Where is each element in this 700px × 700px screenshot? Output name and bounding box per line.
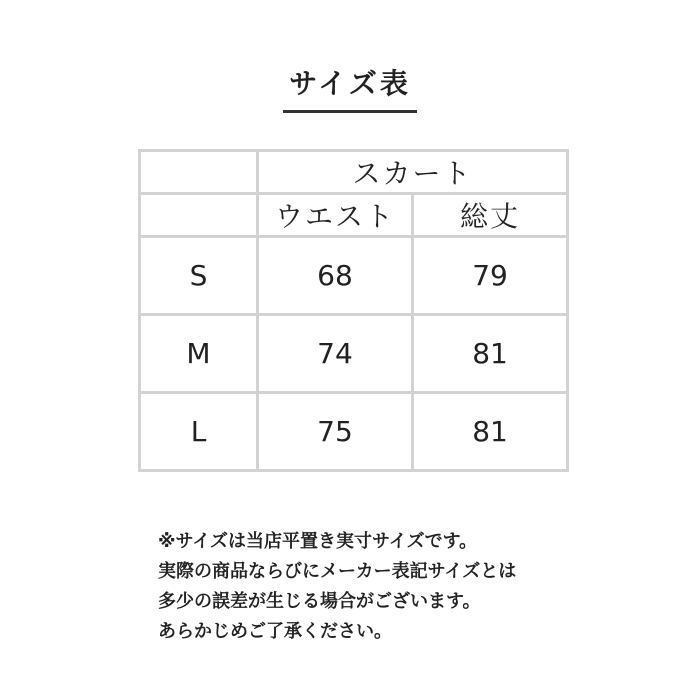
column-header-length: 総丈 [413,194,568,237]
table-corner-cell-top [140,151,258,194]
page-title-wrap [0,62,700,113]
table-row [140,237,568,315]
column-header-waist: ウエスト [258,194,413,237]
table-header-row-group [140,151,568,194]
note-line: あらかじめご了承ください。 [158,621,392,642]
page-title: サイズ表 [283,62,417,113]
size-label: S [140,237,258,315]
size-note [158,527,598,647]
size-label: M [140,315,258,393]
note-line: 実際の商品ならびにメーカー表記サイズとは [158,561,517,582]
table-corner-cell-bottom [140,194,258,237]
note-line: 多少の誤差が生じる場合がございます。 [158,591,481,612]
size-table [138,149,569,472]
table-row [140,315,568,393]
length-value: 81 [413,315,568,393]
length-value: 81 [413,393,568,471]
size-label: L [140,393,258,471]
table-header-row-columns [140,194,568,237]
waist-value: 74 [258,315,413,393]
length-value: 79 [413,237,568,315]
table-row [140,393,568,471]
group-header-skirt: スカート [258,151,568,194]
waist-value: 68 [258,237,413,315]
waist-value: 75 [258,393,413,471]
note-line: ※サイズは当店平置き実寸サイズです。 [158,531,478,552]
